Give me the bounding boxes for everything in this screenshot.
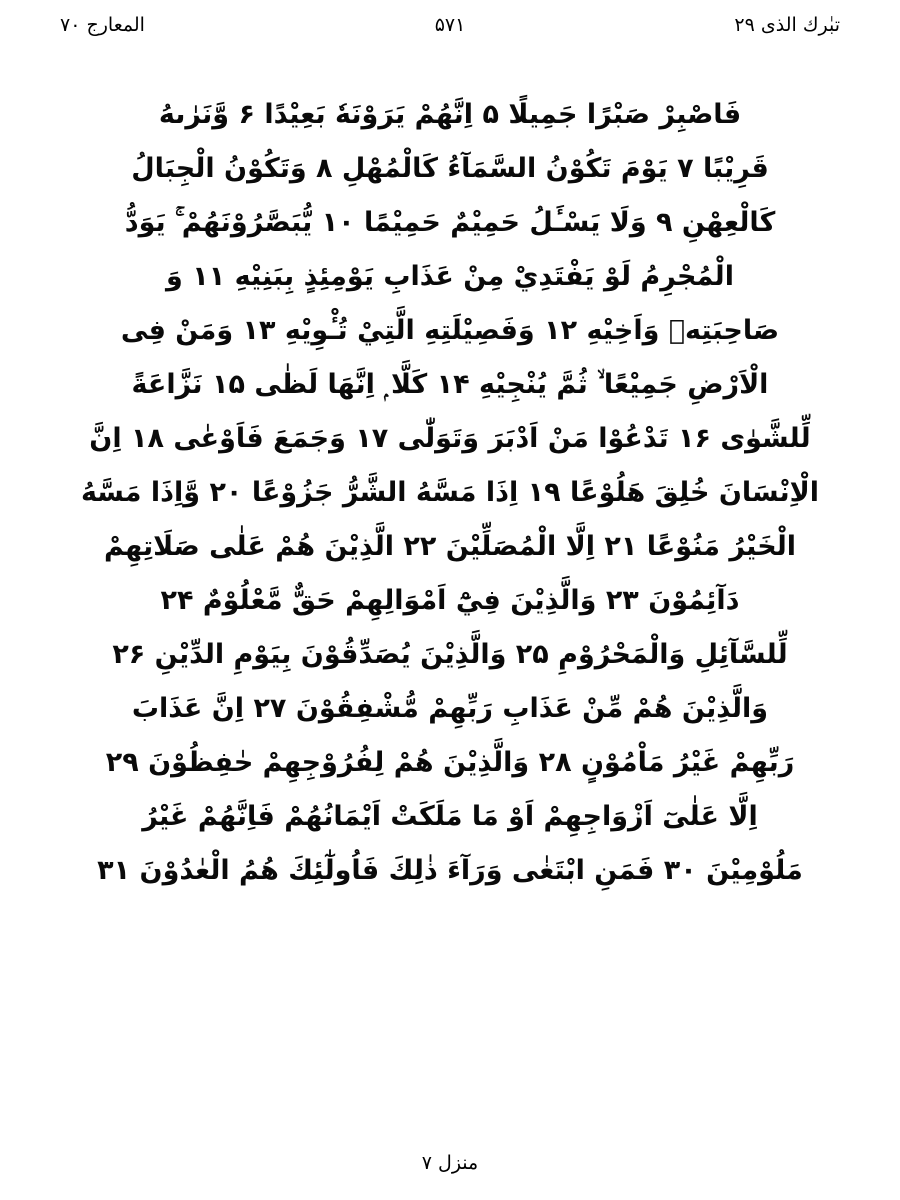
quran-text-body bbox=[62, 88, 838, 1080]
quran-line: الْاَرْضِ جَمِيْعًا ۙ ثُمَّ يُنْجِيْهِ ۱۴ كَلَّا ۭ اِنَّهَا لَظٰى ۱۵ نَزَّاعَةً bbox=[131, 369, 769, 400]
page-number: ۵۷۱ bbox=[434, 14, 466, 36]
quran-line: الْاِنْسَانَ خُلِقَ هَلُوْعًا ۱۹ اِذَا مَسَّهُ الشَّرُّ جَزُوْعًا ۲۰ وَّاِذَا مَسَّهُ bbox=[80, 477, 820, 508]
quran-line: وَالَّذِيْنَ هُمْ مِّنْ عَذَابِ رَبِّهِمْ مُّشْفِقُوْنَ ۲۷ اِنَّ عَذَابَ bbox=[131, 693, 769, 724]
quran-line: الْمُجْرِمُ لَوْ يَفْتَدِيْ مِنْ عَذَابِ يَوْمِئِذٍ بِبَنِيْهِ ۱۱ وَ bbox=[166, 261, 734, 292]
quran-line: قَرِيْبًا ۷ يَوْمَ تَكُوْنُ السَّمَآءُ كَالْمُهْلِ ۸ وَتَكُوْنُ الْجِبَالُ bbox=[131, 153, 769, 184]
quran-line: صَاحِبَتِهٖ وَاَخِيْهِ ۱۲ وَفَصِيْلَتِهِ الَّتِيْ تُـْٔوِيْهِ ۱۳ وَمَنْ فِى bbox=[120, 315, 780, 346]
header-surah-label: المعارج ۷۰ bbox=[60, 14, 145, 36]
manzil-label: منزل ۷ bbox=[421, 1152, 479, 1174]
page-footer bbox=[0, 1152, 900, 1174]
quran-line: دَآئِمُوْنَ ۲۳ وَالَّذِيْنَ فِيْٓ اَمْوَالِهِمْ حَقٌّ مَّعْلُوْمٌ ۲۴ bbox=[160, 585, 740, 616]
header-juz-label: تبٰرك الذى ۲۹ bbox=[734, 14, 840, 36]
quran-line: الْخَيْرُ مَنُوْعًا ۲۱ اِلَّا الْمُصَلِّيْنَ ۲۲ الَّذِيْنَ هُمْ عَلٰى صَلَاتِهِمْ bbox=[103, 531, 797, 562]
page-header bbox=[60, 14, 840, 56]
quran-line: لِّلشَّوٰى ۱۶ تَدْعُوْا مَنْ اَدْبَرَ وَتَوَلّٰى ۱۷ وَجَمَعَ فَاَوْعٰى ۱۸ اِنَّ bbox=[89, 423, 811, 454]
quran-line: لِّلسَّآئِلِ وَالْمَحْرُوْمِ ۲۵ وَالَّذِيْنَ يُصَدِّقُوْنَ بِيَوْمِ الدِّيْنِ ۲۶ bbox=[112, 639, 788, 670]
quran-line: مَلُوْمِيْنَ ۳۰ فَمَنِ ابْتَغٰى وَرَآءَ ذٰلِكَ فَاُولٰٓئِكَ هُمُ الْعٰدُوْنَ ۳۱ bbox=[97, 855, 803, 886]
quran-line: كَالْعِهْنِ ۹ وَلَا يَسْـَٔلُ حَمِيْمٌ حَمِيْمًا ۱۰ يُّبَصَّرُوْنَهُمْ ۚ يَوَدُّ bbox=[124, 207, 776, 238]
quran-line: رَبِّهِمْ غَيْرُ مَاْمُوْنٍ ۲۸ وَالَّذِيْنَ هُمْ لِفُرُوْجِهِمْ حٰفِظُوْنَ ۲۹ bbox=[105, 747, 795, 778]
quran-line: فَاصْبِرْ صَبْرًا جَمِيلًا ۵ اِنَّهُمْ يَرَوْنَهٗ بَعِيْدًا ۶ وَّنَرٰىهُ bbox=[158, 99, 742, 130]
quran-line: اِلَّا عَلٰىٓ اَزْوَاجِهِمْ اَوْ مَا مَلَكَتْ اَيْمَانُهُمْ فَاِنَّهُمْ غَيْرُ bbox=[142, 801, 758, 832]
quran-line bbox=[62, 898, 838, 952]
